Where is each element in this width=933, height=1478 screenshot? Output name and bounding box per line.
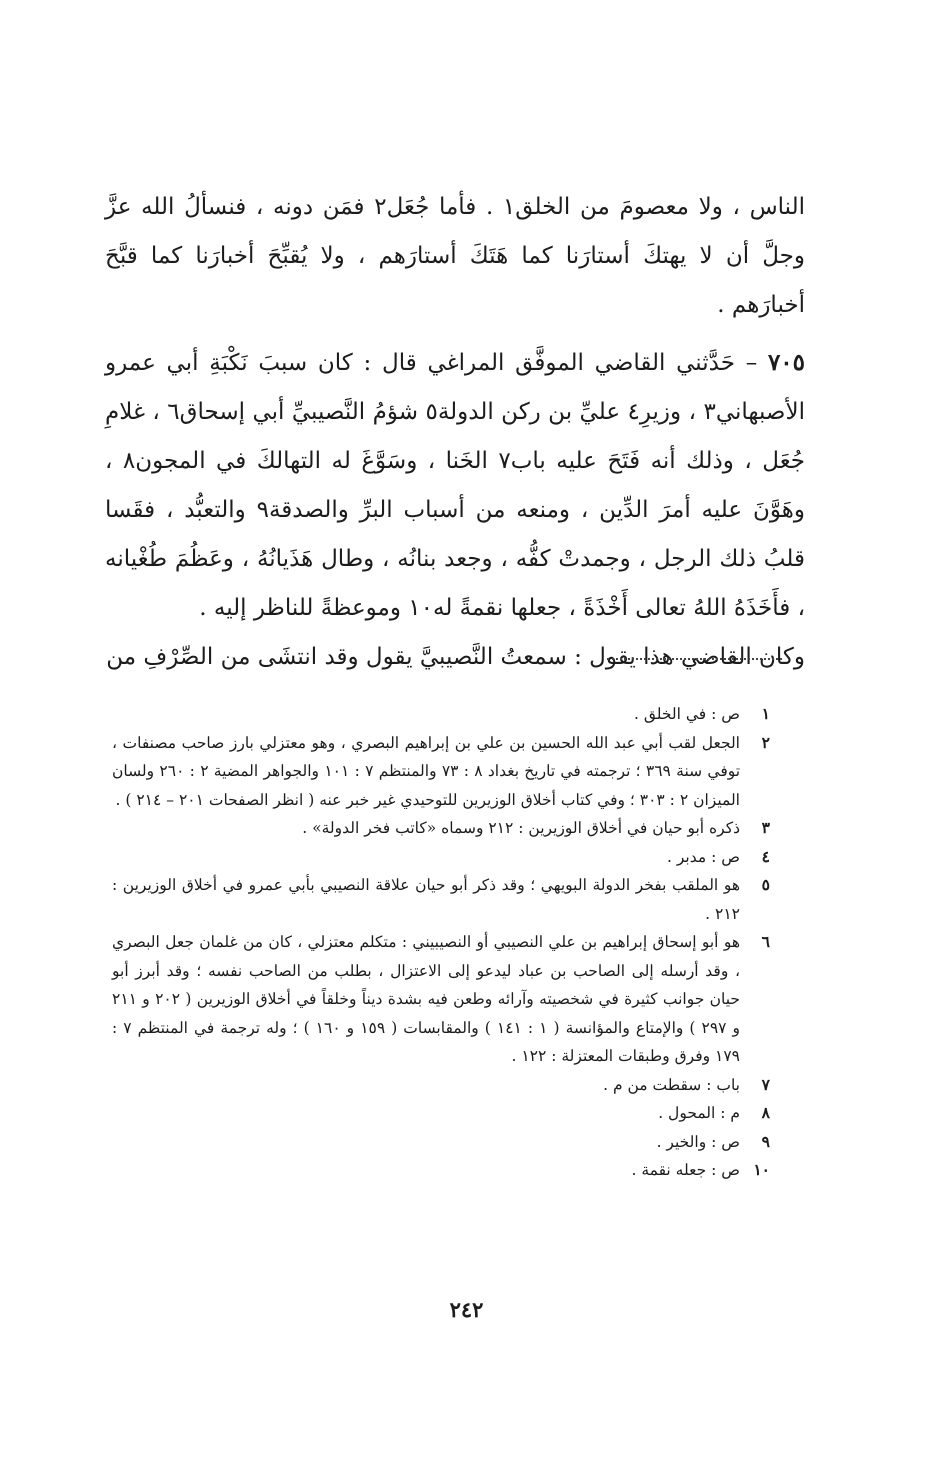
footnote-text: ص : في الخلق . (633, 705, 740, 723)
footnote-number: ٨ (761, 1103, 770, 1122)
paragraph-entry-705 (105, 338, 805, 633)
footnote-4 (112, 843, 770, 872)
paragraph-continuation: الناس ، ولا معصومَ من الخلق١ . فأما جُعَل٢ فمَن دونه ، فنسألُ الله عزَّ وجلَّ أن لا يهتكَ أستارَنا كما هَتَكَ أستارَهم ، ولا يُقبِّحَ أخبارَنا كما قبَّحَ أخبارَهم . (105, 194, 805, 318)
footnotes (112, 700, 770, 1185)
footnote-number: ٢ (761, 732, 770, 752)
footnote-text: ص : والخير . (656, 1132, 740, 1151)
footnote-2 (112, 729, 770, 815)
footnote-8 (112, 1099, 770, 1128)
footnote-text: ذكره أبو حيان في أخلاق الوزيرين : ٢١٢ وسماه «كاتب فخر الدولة» . (302, 819, 740, 837)
footnote-text: الجعل لقب أبي عبد الله الحسين بن علي بن إبراهيم البصري ، وهو معتزلي بارز صاحب مصنفات ، توفي سنة ٣٦٩ ؛ ترجمته في تاريخ بغداد ٨ : ٧٣ والمنتظم ٧ : ١٠١ والجواهر المضية ٢ : ٢٦٠ ولسان الميزان ٢ : ٣٠٣ ؛ وفي كتاب أخلاق الوزيرين للتوحيدي غير خبر عنه ( انظر الصفحات ٢٠١ – ٢١٤ ) . (112, 733, 741, 809)
footnote-6 (112, 928, 770, 1071)
footnote-number: ٤ (761, 846, 770, 866)
footnote-text: م : المحول . (658, 1104, 740, 1122)
main-text (105, 183, 805, 682)
footnote-3 (112, 814, 770, 843)
footnote-9 (112, 1128, 770, 1157)
page-number: ٢٤٢ (449, 1297, 484, 1322)
footnote-text: باب : سقطت من م . (603, 1075, 740, 1094)
footnote-number: ٣ (761, 818, 770, 837)
footnote-5 (112, 871, 770, 928)
footnote-text: هو الملقب بفخر الدولة البويهي ؛ وقد ذكر أبو حيان علاقة النصيبي بأبي عمرو في أخلاق الوزيرين : ٢١٢ . (112, 876, 740, 923)
footnote-number: ٧ (761, 1074, 770, 1094)
footnote-number: ٦ (761, 932, 770, 951)
footnote-number: ٥ (761, 875, 770, 894)
footnote-7 (112, 1071, 770, 1100)
entry-text: حَدَّثني القاضي الموفَّق المراغي قال : كان سببَ نَكْبَةِ أبي عمرو الأصبهاني٣ ، وزيرِ٤ عليِّ بن ركن الدولة٥ شؤمُ النَّصيبيِّ أبي إسحاق٦ ، غلامِ جُعَل ، وذلك أنه فَتَحَ عليه باب٧ الخَنا ، وسَوَّغَ له التهالكَ في المجون٨ ، وهَوَّنَ عليه أمرَ الدِّين ، ومنعه من أسباب البرِّ والصدقة٩ والتعبُّد ، فقَسا قلبُ ذلك الرجل ، وجمدتْ كفُّه ، وجعد بنانُه ، وطال هَذَيانُهُ ، وعَظُمَ طُغْيانه ، فأَخَذَهُ اللهُ تعالى أَخْذَةً ، جعلها نقمةً له١٠ وموعظةً للناظر إليه . (105, 350, 806, 621)
footnote-separator (607, 658, 782, 660)
paragraph-last: وكان القاضي هذا يقول : سمعتُ النَّصيبيَّ يقول وقد انتشَى من الصِّرْفِ من (106, 644, 805, 670)
footnote-text: ص : مدبر . (667, 847, 740, 866)
footnote-10 (112, 1156, 770, 1185)
footnote-number: ٩ (761, 1131, 770, 1151)
footnote-number: ١٠ (753, 1160, 770, 1179)
entry-number: ٧٠٥ (767, 349, 806, 376)
footnote-1 (112, 700, 770, 729)
entry-dash: – (745, 350, 758, 376)
footnote-number: ١ (761, 704, 770, 723)
footnote-text: هو أبو إسحاق إبراهيم بن علي النصيبي أو النصيبيني : متكلم معتزلي ، كان من غلمان جعل البصري ، وقد أرسله إلى الصاحب بن عباد ليدعو إلى الاعتزال ، بطلب من الصاحب نفسه ؛ وقد أبرز أبو حيان جوانب كثيرة في شخصيته وآرائه وطعن فيه بشدة ديناً وخلقاً في أخلاق الوزيرين ( ٢٠٢ و ٢١١ و ٢٩٧ ) والإمتاع والمؤانسة ( ١ : ١٤١ ) والمقابسات ( ١٥٩ و ١٦٠ ) ؛ وله ترجمة في المنتظم ٧ : ١٧٩ وفرق وطبقات المعتزلة : ١٢٢ . (112, 933, 741, 1065)
footnote-text: ص : جعله نقمة . (631, 1161, 740, 1179)
